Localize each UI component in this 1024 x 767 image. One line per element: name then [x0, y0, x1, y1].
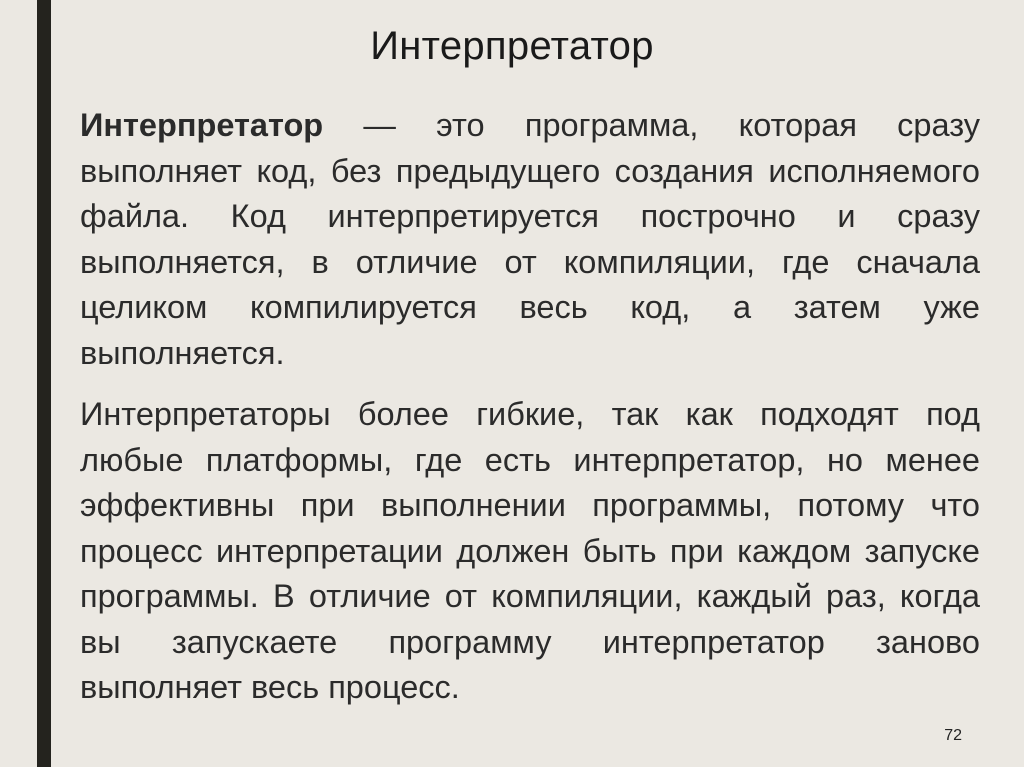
slide-body [80, 103, 980, 711]
slide-title: Интерпретатор [370, 24, 654, 68]
paragraph-definition [80, 103, 980, 376]
left-accent-bar [37, 0, 51, 767]
page-number: 72 [944, 727, 962, 744]
definition-text: — это программа, которая сразу выполняет код, без предыдущего создания исполняемого файла. Код интерпретируется построчно и сразу выполняется, в отличие от компиляции, где сначала целиком компилируется весь код, а затем уже выполняется. [80, 107, 980, 371]
definition-term: Интерпретатор [80, 107, 324, 143]
paragraph-comparison: Интерпретаторы более гибкие, так как подходят под любые платформы, где есть интерпретатор, но менее эффективны при выполнении программы, потому что процесс интерпретации должен быть при каждом запуске программы. В отличие от компиляции, каждый раз, когда вы запускаете программу интерпретатор заново выполняет весь процесс. [80, 396, 980, 705]
